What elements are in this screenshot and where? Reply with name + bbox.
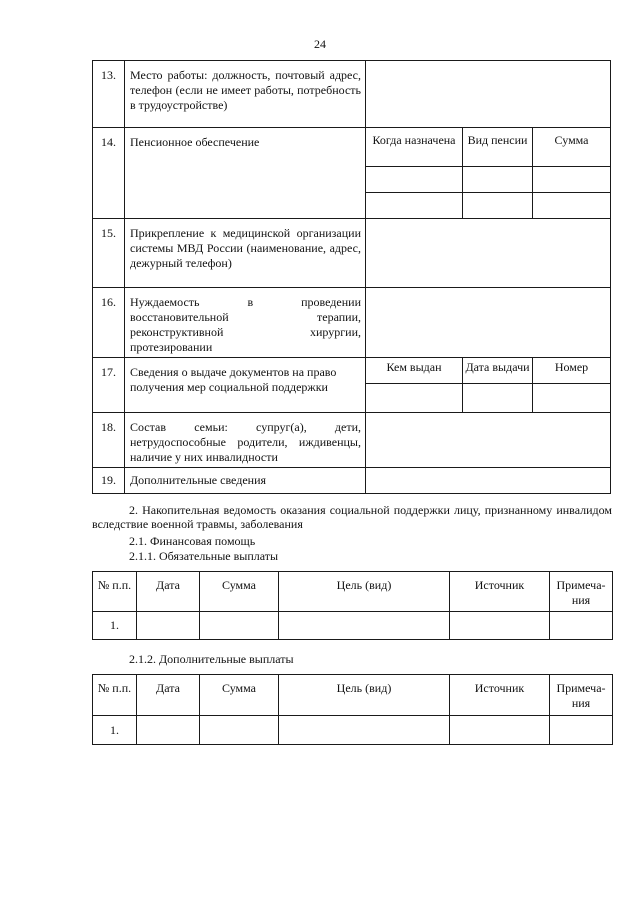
value-cell[interactable] [366, 167, 463, 193]
row-label: Место работы: должность, почтовый адрес, телефон (если не имеет работы, потребность в трудоустройстве) [125, 61, 366, 128]
table-row [93, 288, 611, 358]
table-row [93, 358, 611, 384]
value-cell[interactable] [550, 716, 613, 745]
value-cell[interactable] [533, 193, 611, 219]
column-header: Дата [137, 572, 200, 612]
row-number: 16. [93, 288, 125, 358]
subsection-heading: 2.1. Финансовая помощь [129, 534, 256, 548]
value-cell[interactable] [450, 716, 550, 745]
column-header: Сумма [200, 572, 279, 612]
row-label: Состав семьи: супруг(а), дети, нетрудоспособные родители, иждивенцы, наличие у них инвалидности [125, 413, 366, 468]
column-header: Кем выдан [366, 358, 463, 384]
column-header: № п.п. [93, 572, 137, 612]
value-cell[interactable] [533, 384, 611, 413]
column-header: Цель (вид) [279, 675, 450, 716]
value-cell[interactable] [366, 413, 611, 468]
value-cell[interactable] [450, 612, 550, 640]
value-cell[interactable] [366, 61, 611, 128]
value-cell[interactable] [366, 384, 463, 413]
table-row [93, 61, 611, 128]
column-header: Номер [533, 358, 611, 384]
value-cell[interactable] [279, 716, 450, 745]
value-cell[interactable] [137, 716, 200, 745]
value-cell[interactable] [533, 167, 611, 193]
page-number: 24 [314, 37, 326, 51]
subsection-heading: 2.1.2. Дополнительные выплаты [129, 652, 294, 666]
row-number: 19. [93, 468, 125, 494]
value-cell[interactable] [463, 193, 533, 219]
table-row [93, 468, 611, 494]
row-number: 14. [93, 128, 125, 219]
value-cell[interactable] [366, 193, 463, 219]
row-label: Сведения о выдаче документов на право получения мер социальной поддержки [125, 358, 366, 413]
table-row [93, 413, 611, 468]
row-number: 15. [93, 219, 125, 288]
column-header: Источник [450, 572, 550, 612]
column-header: Когда назначена [366, 128, 463, 167]
column-header: Дата [137, 675, 200, 716]
row-number: 13. [93, 61, 125, 128]
column-header: Дата выдачи [463, 358, 533, 384]
value-cell[interactable] [366, 219, 611, 288]
column-header: № п.п. [93, 675, 137, 716]
additional-payments-table [92, 674, 613, 745]
value-cell[interactable] [463, 384, 533, 413]
row-label: Прикрепление к медицинской организации системы МВД России (наименование, адрес, дежурный телефон) [125, 219, 366, 288]
value-cell[interactable] [200, 716, 279, 745]
row-number: 18. [93, 413, 125, 468]
table-row [93, 128, 611, 167]
value-cell[interactable] [366, 288, 611, 358]
row-number: 1. [93, 716, 137, 745]
table-row [93, 219, 611, 288]
column-header: Сумма [533, 128, 611, 167]
row-label: Дополнительные сведения [125, 468, 366, 494]
mandatory-payments-table [92, 571, 613, 640]
value-cell[interactable] [279, 612, 450, 640]
personal-info-table [92, 60, 611, 494]
column-header: Примеча-ния [550, 572, 613, 612]
value-cell[interactable] [137, 612, 200, 640]
column-header: Сумма [200, 675, 279, 716]
column-header: Цель (вид) [279, 572, 450, 612]
value-cell[interactable] [366, 468, 611, 494]
column-header: Источник [450, 675, 550, 716]
column-header: Примеча-ния [550, 675, 613, 716]
row-number: 1. [93, 612, 137, 640]
row-label: Нуждаемость в проведении восстановительной терапии, реконструктивной хирургии, протезировании [125, 288, 366, 358]
value-cell[interactable] [550, 612, 613, 640]
section-heading: 2. Накопительная ведомость оказания социальной поддержки лицу, признанному инвалидом вследствие военной травмы, заболевания [92, 503, 612, 531]
subsection-heading: 2.1.1. Обязательные выплаты [129, 549, 279, 563]
value-cell[interactable] [463, 167, 533, 193]
row-label: Пенсионное обеспечение [125, 128, 366, 219]
value-cell[interactable] [200, 612, 279, 640]
row-number: 17. [93, 358, 125, 413]
column-header: Вид пенсии [463, 128, 533, 167]
